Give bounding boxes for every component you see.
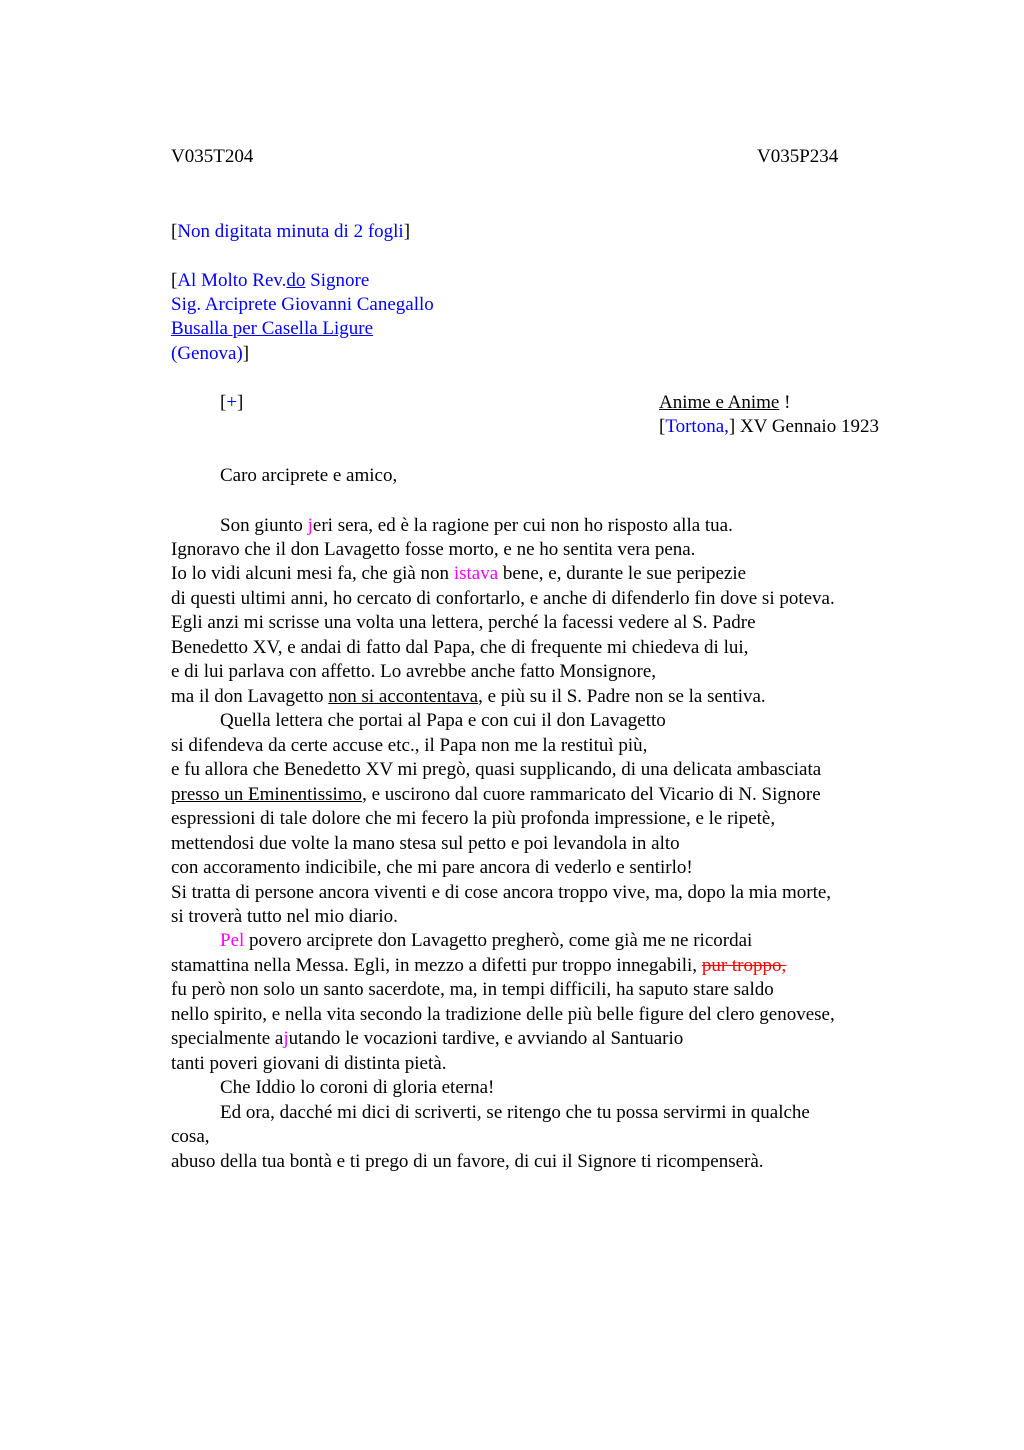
body-line: Che Iddio lo coroni di gloria eterna! — [220, 1077, 495, 1098]
body-line: espressioni di tale dolore che mi fecero la più profonda impressione, e le ripetè, — [171, 808, 776, 829]
bracket-close: ] — [403, 221, 411, 242]
document-code-right: V035P234 — [757, 146, 839, 167]
document-code-left: V035T204 — [171, 146, 254, 167]
body-line: Si tratta di persone ancora viventi e di cose ancora troppo vive, ma, dopo la mia morte, — [171, 882, 832, 903]
body-line: Son giunto jeri sera, ed è la ragione per cui non ho risposto alla tua. — [220, 515, 733, 536]
dateline-place: Tortona, — [665, 416, 729, 437]
cross-icon: + — [226, 392, 238, 413]
body-line: stamattina nella Messa. Egli, in mezzo a difetti pur troppo innegabili, pur troppo, — [171, 955, 787, 976]
body-line: ma il don Lavagetto non si accontentava, e più su il S. Padre non se la sentiva. — [171, 686, 766, 707]
address-line-3: Busalla per Casella Ligure — [171, 318, 374, 339]
bracket-open: [ — [171, 221, 178, 242]
body-line: Pel povero arciprete don Lavagetto pregherò, come già me ne ricordai — [220, 930, 753, 951]
body-line: nello spirito, e nella vita secondo la tradizione delle più belle figure del clero genovese, — [171, 1004, 835, 1025]
body-line: mettendosi due volte la mano stesa sul petto e poi levandola in alto — [171, 833, 680, 854]
body-line: si troverà tutto nel mio diario. — [171, 906, 398, 927]
dateline-date: XV Gennaio 1923 — [735, 416, 879, 437]
body-line: di questi ultimi anni, ho cercato di confortarlo, e anche di difenderlo fin dove si poteva. — [171, 588, 835, 609]
body-line: e di lui parlava con affetto. Lo avrebbe anche fatto Monsignore, — [171, 661, 657, 682]
dateline: [Tortona,] XV Gennaio 1923 — [659, 416, 879, 437]
editorial-note-text: Non digitata minuta di 2 fogli — [177, 221, 404, 242]
body-line: fu però non solo un santo sacerdote, ma, in tempi difficili, ha saputo stare saldo — [171, 979, 774, 1000]
address-line-4: (Genova)] — [171, 343, 250, 364]
body-line: Egli anzi mi scrisse una volta una lettera, perché la facessi vedere al S. Padre — [171, 612, 756, 633]
body-line: tanti poveri giovani di distinta pietà. — [171, 1053, 447, 1074]
body-line: Benedetto XV, e andai di fatto dal Papa, che di frequente mi chiedeva di lui, — [171, 637, 749, 658]
body-line: Quella lettera che portai al Papa e con cui il don Lavagetto — [220, 710, 666, 731]
address-line-1: [Al Molto Rev.do Signore — [171, 270, 370, 291]
body-line: presso un Eminentissimo, e uscirono dal cuore rammaricato del Vicario di N. Signore — [171, 784, 821, 805]
cross-mark: [+] — [220, 392, 244, 413]
body-line: si difendeva da certe accuse etc., il Papa non me la restituì più, — [171, 735, 648, 756]
editorial-note — [171, 221, 410, 243]
motto: Anime e Anime ! — [659, 392, 791, 413]
body-line: Io lo vidi alcuni mesi fa, che già non istava bene, e, durante le sue peripezie — [171, 563, 747, 584]
body-line: con accoramento indicibile, che mi pare ancora di vederlo e sentirlo! — [171, 857, 693, 878]
deleted-text: pur troppo, — [701, 955, 787, 976]
body-line: e fu allora che Benedetto XV mi pregò, quasi supplicando, di una delicata ambasciata — [171, 759, 822, 780]
body-line: abuso della tua bontà e ti prego di un favore, di cui il Signore ti ricompenserà. — [171, 1151, 764, 1172]
body-line: Ignoravo che il don Lavagetto fosse morto, e ne ho sentita vera pena. — [171, 539, 696, 560]
body-line: specialmente ajutando le vocazioni tardive, e avviando al Santuario — [171, 1028, 684, 1049]
body-line: Ed ora, dacché mi dici di scriverti, se ritengo che tu possa servirmi in qualche — [220, 1102, 810, 1123]
salutation: Caro arciprete e amico, — [220, 465, 398, 486]
address-line-2: Sig. Arciprete Giovanni Canegallo — [171, 294, 434, 315]
body-line: cosa, — [171, 1126, 210, 1147]
